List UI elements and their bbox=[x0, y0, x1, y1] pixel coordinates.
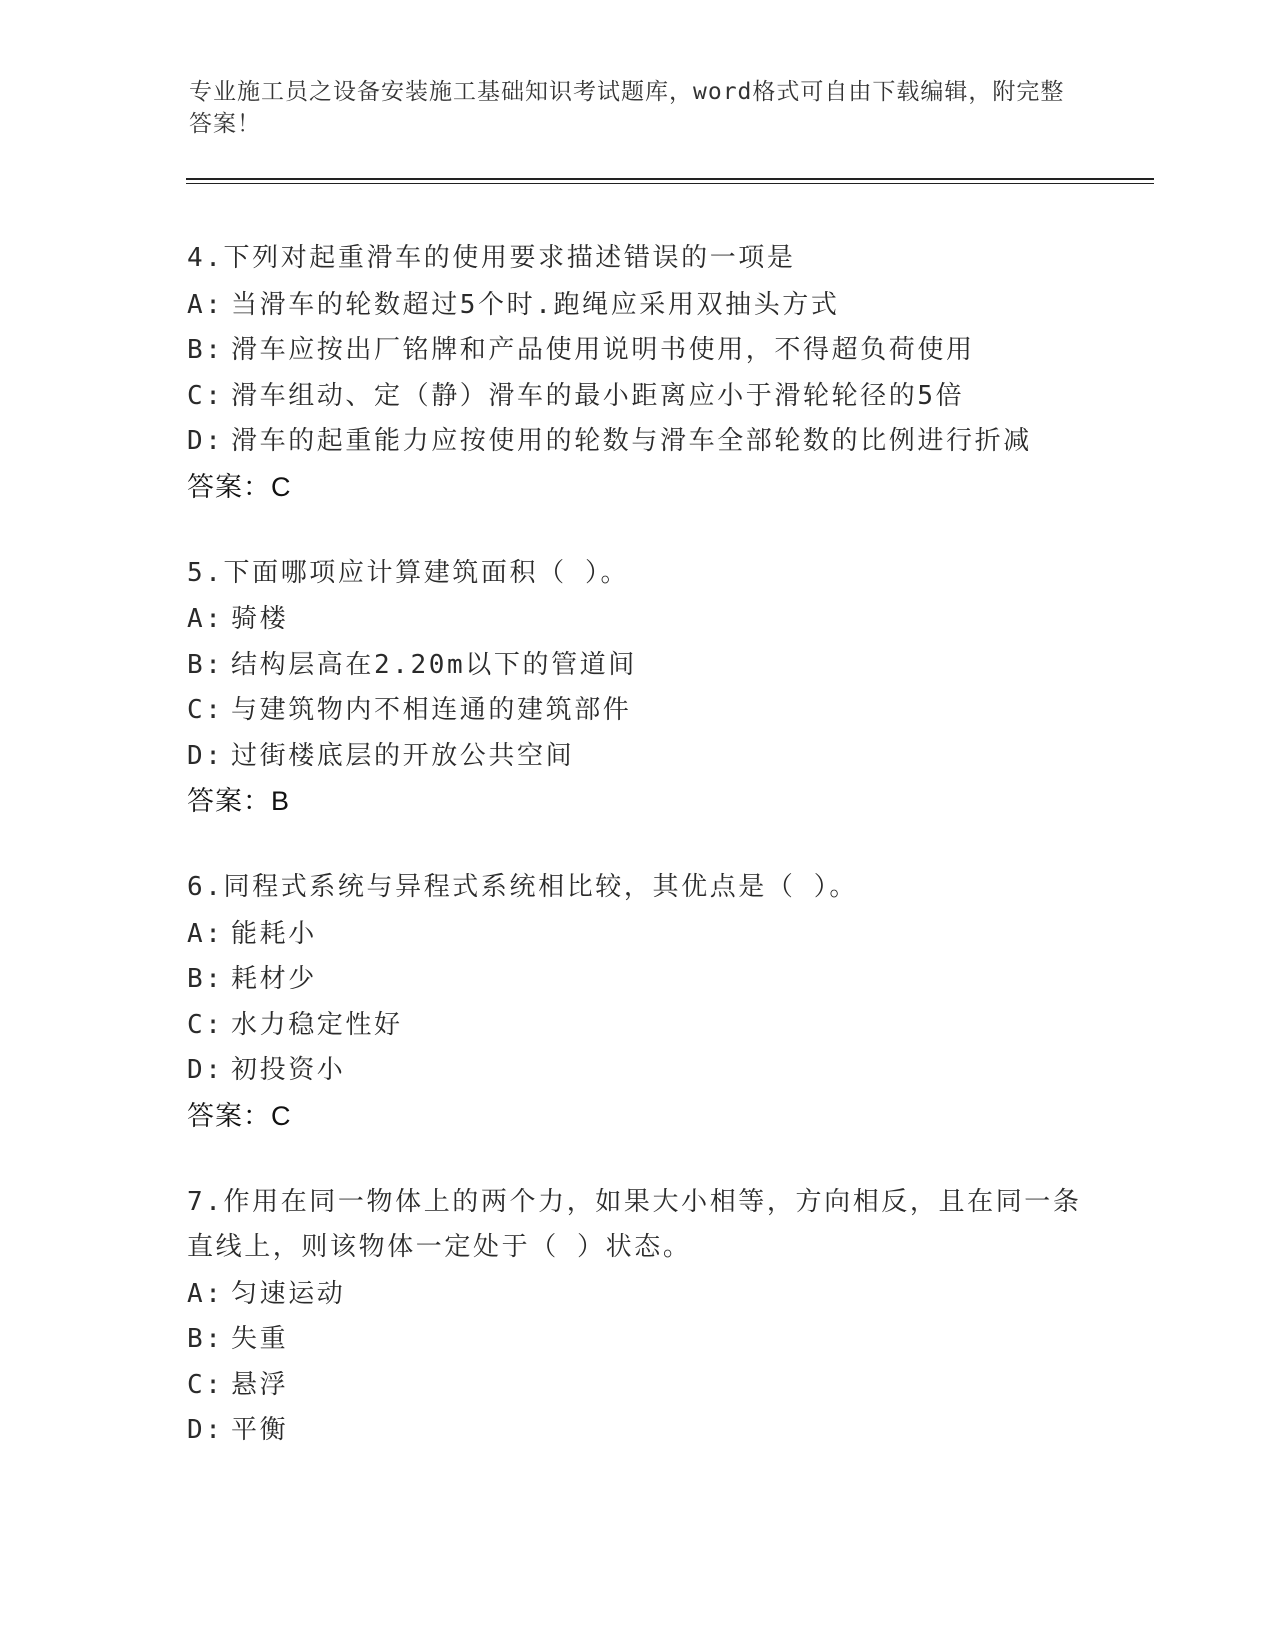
option-text: 耗材少 bbox=[231, 964, 317, 994]
option-letter: C: bbox=[187, 695, 224, 725]
option-letter: D: bbox=[187, 426, 224, 456]
option-a bbox=[187, 283, 1087, 329]
option-letter: B: bbox=[187, 1324, 224, 1354]
question-list bbox=[187, 236, 1087, 1495]
question-4 bbox=[187, 236, 1087, 510]
question-5 bbox=[187, 551, 1087, 825]
question-stem: 4.下列对起重滑车的使用要求描述错误的一项是 bbox=[187, 243, 796, 273]
option-a bbox=[187, 912, 1087, 958]
option-letter: B: bbox=[187, 649, 224, 680]
question-7 bbox=[187, 1180, 1087, 1454]
option-letter: C: bbox=[187, 380, 224, 411]
option-text: 失重 bbox=[231, 1324, 289, 1354]
option-c bbox=[187, 1003, 1087, 1049]
document-header: 专业施工员之设备安装施工基础知识考试题库，word格式可自由下载编辑，附完整答案！ bbox=[189, 79, 1065, 137]
option-letter: A: bbox=[187, 604, 224, 634]
option-d bbox=[187, 734, 1087, 780]
option-c bbox=[187, 688, 1087, 734]
option-letter: D: bbox=[187, 1055, 224, 1085]
answer-line: 答案：C bbox=[187, 1100, 292, 1131]
option-a bbox=[187, 1272, 1087, 1318]
option-c bbox=[187, 374, 1087, 420]
option-text: 匀速运动 bbox=[231, 1278, 346, 1309]
answer-line: 答案：C bbox=[187, 471, 292, 502]
option-letter: D: bbox=[187, 1415, 224, 1445]
header-divider-thin bbox=[186, 183, 1154, 184]
question-stem: 5.下面哪项应计算建筑面积（ ）。 bbox=[187, 557, 630, 588]
option-b bbox=[187, 328, 1087, 374]
answer-line: 答案：B bbox=[187, 786, 291, 816]
header-divider-thick bbox=[186, 178, 1154, 180]
option-text: 水力稳定性好 bbox=[231, 1009, 403, 1040]
option-letter: A: bbox=[187, 289, 224, 320]
option-text: 初投资小 bbox=[231, 1055, 346, 1085]
option-letter: A: bbox=[187, 918, 224, 949]
option-text: 能耗小 bbox=[231, 918, 317, 949]
option-text: 滑车应按出厂铭牌和产品使用说明书使用，不得超负荷使用 bbox=[231, 335, 975, 365]
option-d bbox=[187, 419, 1087, 465]
option-letter: C: bbox=[187, 1009, 224, 1040]
option-text: 当滑车的轮数超过5个时.跑绳应采用双抽头方式 bbox=[231, 289, 840, 320]
option-letter: A: bbox=[187, 1278, 224, 1309]
question-6 bbox=[187, 865, 1087, 1139]
option-b bbox=[187, 643, 1087, 689]
question-stem: 6.同程式系统与异程式系统相比较，其优点是（ ）。 bbox=[187, 872, 858, 902]
option-text: 与建筑物内不相连通的建筑部件 bbox=[231, 695, 632, 725]
option-text: 过街楼底层的开放公共空间 bbox=[231, 740, 575, 771]
option-c bbox=[187, 1363, 1087, 1409]
option-d bbox=[187, 1048, 1087, 1094]
option-text: 骑楼 bbox=[231, 604, 289, 634]
option-text: 滑车组动、定（静）滑车的最小距离应小于滑轮轮径的5倍 bbox=[231, 380, 965, 411]
option-b bbox=[187, 957, 1087, 1003]
option-letter: B: bbox=[187, 964, 224, 994]
option-letter: B: bbox=[187, 335, 224, 365]
option-letter: D: bbox=[187, 740, 224, 771]
question-stem: 7.作用在同一物体上的两个力，如果大小相等，方向相反，且在同一条直线上，则该物体一定处于（ ）状态。 bbox=[187, 1186, 1082, 1262]
option-b bbox=[187, 1317, 1087, 1363]
option-text: 悬浮 bbox=[231, 1369, 289, 1400]
option-letter: C: bbox=[187, 1369, 224, 1400]
option-a bbox=[187, 597, 1087, 643]
option-d bbox=[187, 1408, 1087, 1454]
option-text: 结构层高在2.20m以下的管道间 bbox=[231, 649, 637, 680]
option-text: 滑车的起重能力应按使用的轮数与滑车全部轮数的比例进行折减 bbox=[231, 426, 1032, 456]
option-text: 平衡 bbox=[231, 1415, 289, 1445]
